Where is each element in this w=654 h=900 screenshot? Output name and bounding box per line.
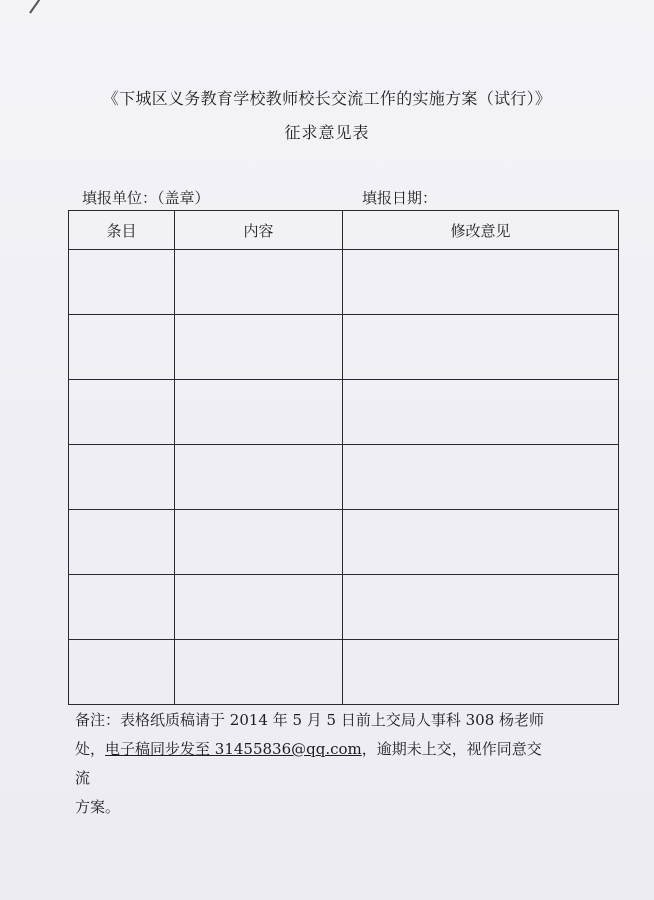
header-opinion: 修改意见	[343, 211, 619, 250]
table-header-row	[69, 211, 619, 250]
cell-item[interactable]	[69, 380, 175, 445]
email-address-link[interactable]: 电子稿同步发至 31455836@qq.com	[105, 740, 362, 758]
table-row	[69, 445, 619, 510]
table-row	[69, 575, 619, 640]
note-line-3: 方案。	[75, 798, 121, 816]
cell-content[interactable]	[175, 380, 343, 445]
note-line-2-prefix: 处，	[75, 740, 106, 758]
cell-opinion[interactable]	[343, 640, 619, 705]
cell-content[interactable]	[175, 575, 343, 640]
cell-opinion[interactable]	[343, 315, 619, 380]
cell-content[interactable]	[175, 250, 343, 315]
header-item: 条目	[69, 211, 175, 250]
note-line-2-suffix: ，逾期未上交，视作同意交流	[75, 740, 542, 787]
cell-opinion[interactable]	[343, 445, 619, 510]
table-row	[69, 510, 619, 575]
cell-item[interactable]	[69, 315, 175, 380]
note-line-1: 备注：表格纸质稿请于 2014 年 5 月 5 日前上交局人事科 308 杨老师	[75, 711, 545, 729]
table-row	[69, 380, 619, 445]
cell-content[interactable]	[175, 445, 343, 510]
header-content: 内容	[175, 211, 343, 250]
note-line-2	[75, 735, 545, 793]
cell-opinion[interactable]	[343, 380, 619, 445]
cell-item[interactable]	[69, 510, 175, 575]
document-subtitle: 征求意见表	[284, 123, 370, 142]
cell-content[interactable]	[175, 315, 343, 380]
opinion-form-table	[68, 210, 619, 705]
table-row	[69, 640, 619, 705]
cell-item[interactable]	[69, 250, 175, 315]
document-title: 《下城区义务教育学校教师校长交流工作的实施方案（试行）》	[102, 89, 552, 108]
cell-item[interactable]	[69, 445, 175, 510]
fill-unit-label: 填报单位：（盖章）	[82, 189, 210, 207]
pen-mark	[29, 0, 46, 14]
cell-content[interactable]	[175, 640, 343, 705]
cell-item[interactable]	[69, 575, 175, 640]
cell-opinion[interactable]	[343, 510, 619, 575]
cell-content[interactable]	[175, 510, 343, 575]
cell-opinion[interactable]	[343, 575, 619, 640]
cell-opinion[interactable]	[343, 250, 619, 315]
submission-note	[75, 706, 545, 822]
table-row	[69, 250, 619, 315]
table-row	[69, 315, 619, 380]
cell-item[interactable]	[69, 640, 175, 705]
fill-date-label: 填报日期：	[362, 189, 438, 207]
